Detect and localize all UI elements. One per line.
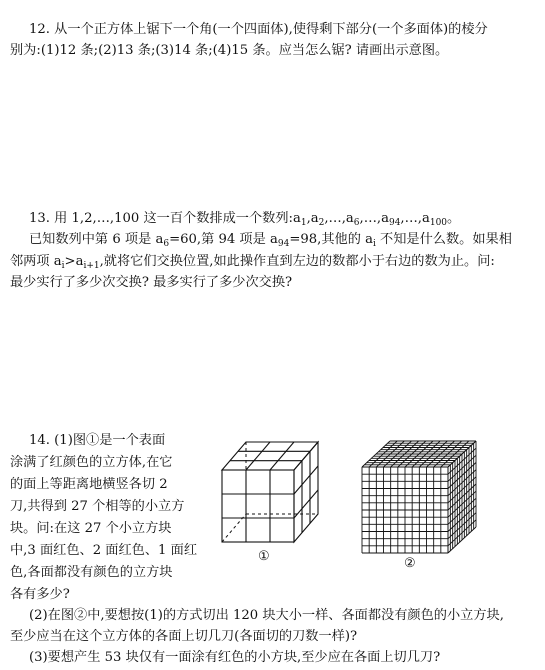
- text-segment: 邻两项 a: [10, 254, 62, 269]
- problem-13-line-2: [29, 229, 512, 250]
- problem-14-line-1: 14. (1)图①是一个表面: [29, 433, 166, 448]
- text-segment: =98,其他的 a: [289, 232, 373, 247]
- figure-2-cube: [358, 437, 478, 561]
- problem-13-line-4: 最少实行了多少次交换? 最多实行了多少次交换?: [10, 275, 293, 290]
- problem-14-line-7: 色,各面都没有颜色的立方块: [10, 565, 173, 580]
- problem-14-line-5: 块。问:在这 27 个小立方块: [10, 521, 172, 536]
- text-segment: ,…,a: [400, 211, 430, 226]
- text-segment: 已知数列中第 6 项是 a: [29, 232, 164, 247]
- figure-1-cube: [216, 436, 326, 548]
- problem-12-line-2: 别为:(1)12 条;(2)13 条;(3)14 条;(4)15 条。应当怎么锯? 请画出示意图。: [10, 43, 449, 58]
- figure-1-drawing: [216, 436, 326, 548]
- subscript: 94: [277, 239, 290, 249]
- figure-1-label: ①: [258, 549, 270, 564]
- problem-13-line-1: [29, 208, 460, 229]
- text-segment: ,就将它们交换位置,如此操作直到左边的数都小于右边的数为止。问:: [99, 254, 495, 269]
- problem-14-line-6: 中,3 面红色、2 面红色、1 面红: [10, 543, 198, 558]
- problem-14-line-2: 涂满了红颜色的立方体,在它: [10, 455, 173, 470]
- text-segment: ,…,a: [324, 211, 354, 226]
- problem-14-line-3: 的面上等距离地横竖各切 2: [10, 477, 168, 492]
- subscript: i: [372, 239, 376, 249]
- subscript: 6: [353, 218, 360, 228]
- figure-2-label: ②: [404, 556, 416, 571]
- problem-13-line-3: [10, 251, 495, 272]
- subscript: 100: [429, 218, 448, 228]
- subscript: 6: [163, 239, 170, 249]
- subscript: i: [61, 261, 65, 271]
- text-segment: >a: [64, 254, 84, 269]
- problem-14-line-8: 各有多少?: [10, 587, 70, 602]
- text-segment: ,…,a: [359, 211, 389, 226]
- figure-2-drawing: [358, 437, 478, 561]
- problem-14-part-3-line-1: (3)要想产生 53 块仅有一面涂有红色的小方块,至少应在各面上切几刀?: [29, 650, 441, 665]
- subscript: 1: [300, 218, 307, 228]
- subscript: 94: [388, 218, 401, 228]
- problem-14-part-2-line-2: 至少应当在这个立方体的各面上切几刀(各面切的刀数一样)?: [10, 629, 358, 644]
- text-segment: 13. 用 1,2,…,100 这一百个数排成一个数列:a: [29, 211, 301, 226]
- problem-12-line-1: 12. 从一个正方体上锯下一个角(一个四面体),使得剩下部分(一个多面体)的棱分: [29, 22, 488, 37]
- problem-14-line-4: 刀,共得到 27 个相等的小立方: [10, 499, 185, 514]
- text-segment: ,a: [306, 211, 319, 226]
- text-segment: =60,第 94 项是 a: [169, 232, 278, 247]
- text-segment: 不知是什么数。如果相: [375, 232, 512, 247]
- subscript: i+1: [83, 261, 100, 271]
- subscript: 2: [318, 218, 325, 228]
- text-segment: 。: [447, 211, 461, 226]
- problem-14-part-2-line-1: (2)在图②中,要想按(1)的方式切出 120 块大小一样、各面都没有颜色的小立方块,: [29, 608, 504, 623]
